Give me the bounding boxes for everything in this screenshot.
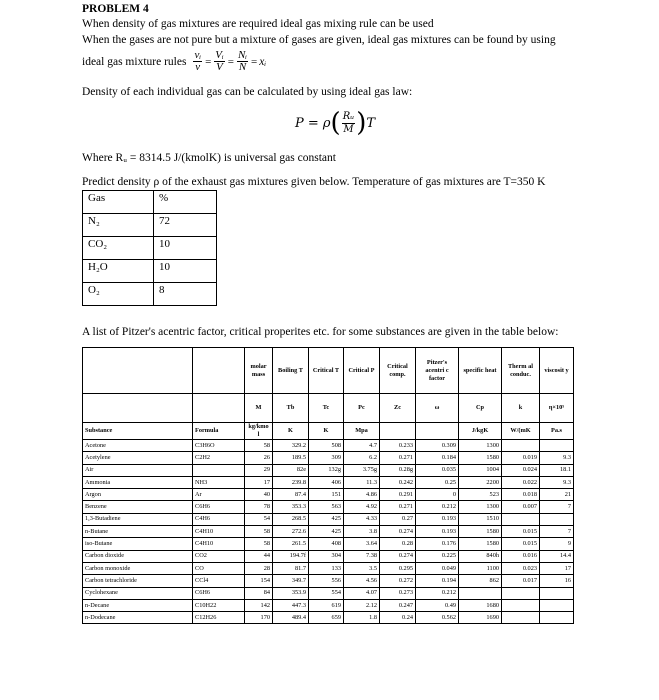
table-row: O₂ 8 [83,283,217,306]
value-cell: 1300 [459,501,502,513]
column-unit: J/kgK [459,423,502,440]
column-symbol: Cp [459,394,502,423]
frac-Vi-V: $\frac{\text{Vᵢ}}{V}$ [215,49,224,73]
value-cell: 4.7 [344,440,380,452]
value-cell: 154 [245,575,273,587]
value-cell: 1004 [459,464,502,476]
value-cell: 353.9 [273,587,309,599]
table-row [83,489,574,501]
value-cell: 1580 [459,452,502,464]
value-cell: 58 [245,440,273,452]
column-symbol: ω [416,394,459,423]
header-blank [83,394,193,423]
value-cell: 87.4 [273,489,309,501]
value-cell: 0.291 [380,489,416,501]
column-unit: kg/kmo l [245,423,273,440]
formula-cell: CCl4 [193,575,245,587]
column-header: Critical T [309,348,344,394]
formula-cell: Ar [193,489,245,501]
value-cell: 17 [245,476,273,488]
value-cell: 0.271 [380,501,416,513]
value-cell: 54 [245,513,273,525]
value-cell: 29 [245,464,273,476]
value-cell: 1300 [459,440,502,452]
value-cell: 563 [309,501,344,513]
value-cell: 18.1 [540,464,574,476]
value-cell: 0.035 [416,464,459,476]
substance-cell: n-Decane [83,599,193,611]
value-cell [502,599,540,611]
value-cell: 0.194 [416,575,459,587]
value-cell [502,513,540,525]
table-row [83,587,574,599]
formula-cell: NH3 [193,476,245,488]
value-cell: 9 [540,538,574,550]
value-cell: 659 [309,612,344,624]
column-unit [416,423,459,440]
value-cell: 1510 [459,513,502,525]
value-cell: 0.018 [502,489,540,501]
table-row [83,501,574,513]
value-cell: 0.27 [380,513,416,525]
substance-header: Substance [83,423,193,440]
value-cell: 0.015 [502,526,540,538]
value-cell: 353.3 [273,501,309,513]
value-cell: 2.12 [344,599,380,611]
value-cell: 329.2 [273,440,309,452]
column-unit: Mpa [344,423,380,440]
value-cell: 9.3 [540,476,574,488]
value-cell: 7.38 [344,550,380,562]
header-blank [193,348,245,394]
value-cell: 0.28 [380,538,416,550]
value-cell: 0.273 [380,587,416,599]
value-cell: 261.5 [273,538,309,550]
table-row [83,513,574,525]
table-row [83,464,574,476]
value-cell: 0.274 [380,550,416,562]
value-cell: 0.015 [502,538,540,550]
value-cell: 3.8 [344,526,380,538]
value-cell: 0.562 [416,612,459,624]
value-cell: 17 [540,562,574,574]
value-cell: 0.193 [416,526,459,538]
value-cell: 554 [309,587,344,599]
table-header [83,348,574,394]
substance-cell: Carbon tetrachloride [83,575,193,587]
value-cell: 151 [309,489,344,501]
value-cell: 425 [309,526,344,538]
formula-cell: C4H6 [193,513,245,525]
value-cell: 489.4 [273,612,309,624]
value-cell: 0.233 [380,440,416,452]
value-cell [540,612,574,624]
value-cell: 9.3 [540,452,574,464]
table-row [83,538,574,550]
value-cell: 44 [245,550,273,562]
value-cell: 78 [245,501,273,513]
value-cell [540,587,574,599]
column-header: Critical comp. [380,348,416,394]
predict-line: Predict density ρ of the exhaust gas mixtures given below. Temperature of gas mixtures are T=350 K [82,176,546,188]
formula-cell: C4H10 [193,538,245,550]
value-cell: 189.5 [273,452,309,464]
value-cell: 132g [309,464,344,476]
column-symbol: M [245,394,273,423]
substance-cell: Cyclohexane [83,587,193,599]
value-cell: 0.274 [380,526,416,538]
value-cell: 58 [245,526,273,538]
value-cell: 1.8 [344,612,380,624]
value-cell: 0.212 [416,501,459,513]
value-cell: 309 [309,452,344,464]
substance-cell: Carbon dioxide [83,550,193,562]
intro-line-1: When density of gas mixtures are required ideal gas mixing rule can be used [82,18,434,30]
value-cell: 1690 [459,612,502,624]
value-cell: 0.295 [380,562,416,574]
formula-cell: CO2 [193,550,245,562]
value-cell: 16 [540,575,574,587]
value-cell: 7 [540,501,574,513]
value-cell: 28 [245,562,273,574]
column-header: Therm al conduc. [502,348,540,394]
value-cell: 556 [309,575,344,587]
value-cell: 3.5 [344,562,380,574]
value-cell: 840h [459,550,502,562]
value-cell: 0.017 [502,575,540,587]
value-cell: 523 [459,489,502,501]
value-cell: 0.242 [380,476,416,488]
table-row [83,599,574,611]
value-cell [540,513,574,525]
substance-cell: n-Dodecane [83,612,193,624]
density-line: Density of each individual gas can be calculated by using ideal gas law: [82,86,413,98]
intro-line-2: When the gases are not pure but a mixture of gases are given, ideal gas mixtures can be found by using [82,34,556,46]
substance-cell: Benzene [83,501,193,513]
column-header: molar mass [245,348,273,394]
value-cell: 447.3 [273,599,309,611]
mixture-rules: ideal gas mixture rules $\frac{\text{vᵢ}}{v}$ = $\frac{\text{Vᵢ}}{V}$ = $\frac{\text{Nᵢ}}{N}$ = xᵢ [82,49,267,73]
value-cell: 0.28g [380,464,416,476]
value-cell: 425 [309,513,344,525]
column-header: Critical P [344,348,380,394]
value-cell: 1580 [459,538,502,550]
value-cell: 0.25 [416,476,459,488]
substance-cell: n-Butane [83,526,193,538]
value-cell: 21 [540,489,574,501]
gas-composition-table [82,190,217,306]
value-cell: 142 [245,599,273,611]
value-cell: 6.2 [344,452,380,464]
rules-label: ideal gas mixture rules [82,55,187,68]
substance-cell: Argon [83,489,193,501]
table-row: N₂ 72 [83,214,217,237]
table-row: CO₂ 10 [83,237,217,260]
symbol-row [83,394,574,423]
value-cell [459,587,502,599]
value-cell: 619 [309,599,344,611]
formula-cell: CO [193,562,245,574]
value-cell: 0.024 [502,464,540,476]
value-cell: 14.4 [540,550,574,562]
mole-fraction: xᵢ [259,55,267,68]
value-cell: 349.7 [273,575,309,587]
column-header: specific heat [459,348,502,394]
formula-cell: C6H6 [193,501,245,513]
column-symbol: Zc [380,394,416,423]
value-cell: 0.24 [380,612,416,624]
list-line: A list of Pitzer's acentric factor, critical properites etc. for some substances are given in the table below: [82,326,559,338]
value-cell: 4.86 [344,489,380,501]
value-cell: 408 [309,538,344,550]
column-unit: W/(mK [502,423,540,440]
formula-cell [193,464,245,476]
value-cell: 862 [459,575,502,587]
value-cell: 194.7f [273,550,309,562]
value-cell: 4.92 [344,501,380,513]
column-header: Boiling T [273,348,309,394]
column-unit: Pa.s [540,423,574,440]
header-blank [193,394,245,423]
formula-cell: C10H22 [193,599,245,611]
value-cell: 1580 [459,526,502,538]
value-cell: 0.309 [416,440,459,452]
value-cell: 0.049 [416,562,459,574]
column-symbol: η×10⁵ [540,394,574,423]
value-cell: 0.022 [502,476,540,488]
column-header: Pitzer's acentri c factor [416,348,459,394]
units-row [83,423,574,440]
column-header: viscosit y [540,348,574,394]
column-symbol: k [502,394,540,423]
formula-cell: C6H6 [193,587,245,599]
value-cell: 0.271 [380,452,416,464]
column-unit [380,423,416,440]
column-symbol: Tc [309,394,344,423]
formula-header: Formula [193,423,245,440]
value-cell: 0.007 [502,501,540,513]
value-cell: 272.6 [273,526,309,538]
value-cell: 58 [245,538,273,550]
table-row [83,575,574,587]
value-cell: 1100 [459,562,502,574]
value-cell: 0.019 [502,452,540,464]
value-cell: 0.176 [416,538,459,550]
header-blank [83,348,193,394]
value-cell: 40 [245,489,273,501]
value-cell: 0.016 [502,550,540,562]
value-cell: 0 [416,489,459,501]
formula-cell: C2H2 [193,452,245,464]
substance-cell: Acetone [83,440,193,452]
substance-cell: Ammonia [83,476,193,488]
value-cell: 508 [309,440,344,452]
column-symbol: Pc [344,394,380,423]
value-cell: 0.272 [380,575,416,587]
value-cell: 4.56 [344,575,380,587]
table-row [83,452,574,464]
formula-cell: C12H26 [193,612,245,624]
value-cell: 4.07 [344,587,380,599]
table-row [83,550,574,562]
ideal-gas-law: P = ρ ( $\frac{\text{Rᵤ}}{M}$ ) T [295,108,376,138]
value-cell: 7 [540,526,574,538]
value-cell: 4.33 [344,513,380,525]
value-cell: 133 [309,562,344,574]
value-cell: 0.184 [416,452,459,464]
value-cell: 26 [245,452,273,464]
value-cell: 0.212 [416,587,459,599]
value-cell: 2200 [459,476,502,488]
value-cell: 0.247 [380,599,416,611]
column-unit: K [309,423,344,440]
problem-title: PROBLEM 4 [82,3,149,15]
value-cell: 0.023 [502,562,540,574]
table-row [83,526,574,538]
value-cell: 1680 [459,599,502,611]
table-header: Gas % [83,191,217,214]
substance-cell: Air [83,464,193,476]
table-row [83,440,574,452]
substance-cell: Carbon monoxide [83,562,193,574]
table-row [83,562,574,574]
frac-Ni-N: $\frac{\text{Nᵢ}}{N}$ [237,49,248,73]
value-cell: 84 [245,587,273,599]
value-cell: 0.193 [416,513,459,525]
formula-cell: C4H10 [193,526,245,538]
properties-table [82,347,574,624]
where-line: Where Rᵤ = 8314.5 J/(kmolK) is universal gas constant [82,152,336,164]
value-cell: 82e [273,464,309,476]
formula-cell: C3H6O [193,440,245,452]
substance-cell: Acetylene [83,452,193,464]
table-row [83,476,574,488]
value-cell [502,440,540,452]
value-cell: 0.225 [416,550,459,562]
value-cell: 268.5 [273,513,309,525]
value-cell: 0.49 [416,599,459,611]
frac-vi-v: $\frac{\text{vᵢ}}{v}$ [194,49,202,73]
value-cell: 406 [309,476,344,488]
column-unit: K [273,423,309,440]
value-cell: 81.7 [273,562,309,574]
column-symbol: Tb [273,394,309,423]
substance-cell: iso-Butane [83,538,193,550]
substance-cell: 1,3-Butadiene [83,513,193,525]
table-row: H₂O 10 [83,260,217,283]
value-cell: 11.3 [344,476,380,488]
value-cell: 170 [245,612,273,624]
value-cell [540,599,574,611]
table-row [83,612,574,624]
value-cell: 304 [309,550,344,562]
value-cell [502,612,540,624]
value-cell: 239.8 [273,476,309,488]
value-cell: 3.75g [344,464,380,476]
value-cell [502,587,540,599]
value-cell: 3.64 [344,538,380,550]
value-cell [540,440,574,452]
